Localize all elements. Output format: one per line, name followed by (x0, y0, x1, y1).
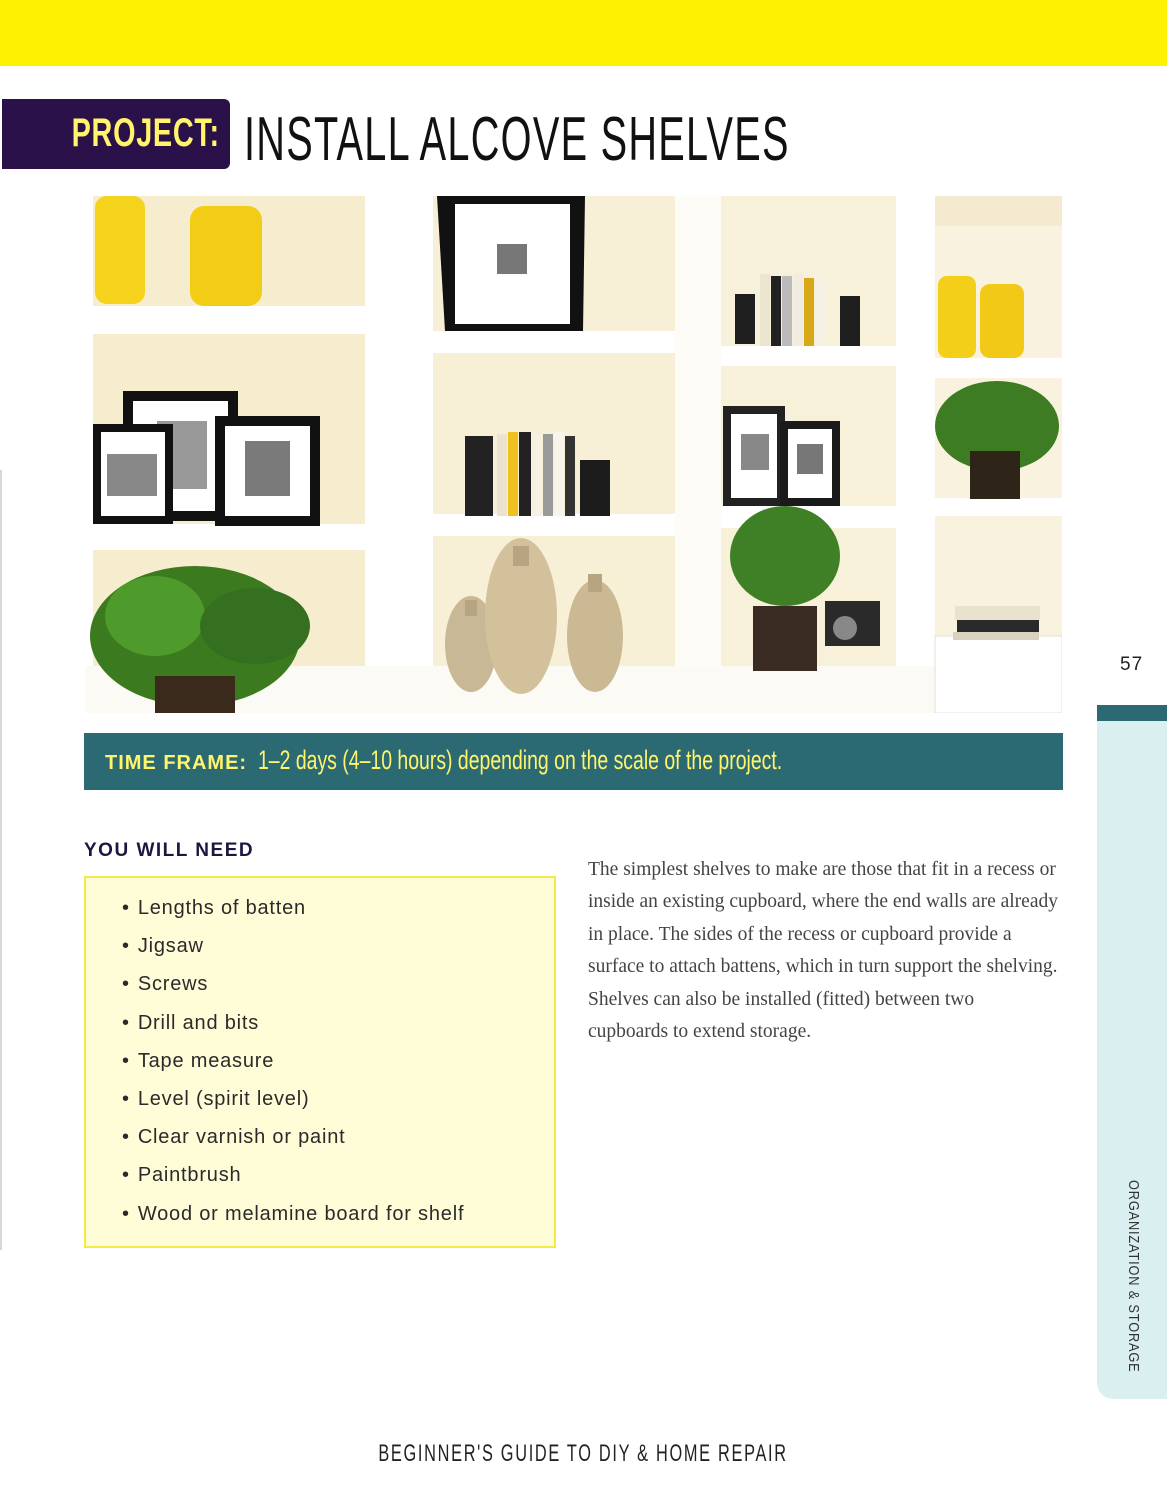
list-item: • Paintbrush (122, 1164, 242, 1187)
list-item-text: Lengths of batten (137, 897, 306, 919)
footer (0, 1440, 1167, 1468)
list-item-text: Wood or melamine board for shelf (137, 1202, 465, 1225)
time-frame-banner (84, 733, 1063, 790)
side-tab-accent (1097, 705, 1167, 721)
list-item: • Level (spirit level) (122, 1087, 310, 1110)
project-tag (2, 99, 230, 169)
photo-image (85, 196, 1062, 713)
list-item: • Lengths of batten (122, 897, 306, 919)
list-item-text: Jigsaw (137, 935, 204, 958)
list-item: • Wood or melamine board for shelf (122, 1202, 465, 1225)
materials-list (122, 895, 464, 1239)
you-will-need-box (84, 876, 556, 1248)
list-item-text: Tape measure (137, 1049, 275, 1072)
page-edge-rule (0, 470, 2, 1250)
list-item-text: Level (spirit level) (137, 1087, 310, 1110)
top-color-bar (0, 0, 1167, 66)
list-item-text: Clear varnish or paint (137, 1126, 346, 1149)
you-will-need-heading: YOU WILL NEED (84, 840, 255, 861)
intro-paragraph-text: The simplest shelves to make are those that fit in a recess or inside an existing cupboard, where the end walls are already in place. The sides of the recess or cupboard provide a surface to attach battens, which in turn support the shelving. Shelves can also be installed (fitted) between two cupboards to extend storage. (588, 859, 1058, 1043)
section-label: ORGANIZATION & STORAGE (1125, 1180, 1142, 1373)
book-title: BEGINNER'S GUIDE TO DIY & HOME REPAIR (378, 1440, 789, 1467)
list-item: • Jigsaw (122, 935, 204, 958)
list-item: • Tape measure (122, 1049, 275, 1072)
list-item-text: Screws (137, 973, 209, 996)
list-item: • Drill and bits (122, 1011, 260, 1034)
intro-paragraph (588, 854, 1058, 1048)
project-tag-label: PROJECT: (71, 111, 220, 155)
list-item-text: Drill and bits (137, 1011, 260, 1034)
shelves-photo (85, 196, 1062, 713)
page-title: INSTALL ALCOVE SHELVES (244, 105, 790, 174)
page-number: 57 (1120, 654, 1144, 675)
list-item-text: Paintbrush (137, 1164, 242, 1187)
list-item: • Clear varnish or paint (122, 1126, 346, 1149)
time-frame-label: TIME FRAME: (105, 752, 248, 774)
list-item: • Screws (122, 973, 209, 996)
time-frame-text: 1–2 days (4–10 hours) depending on the scale of the project. (258, 745, 783, 775)
